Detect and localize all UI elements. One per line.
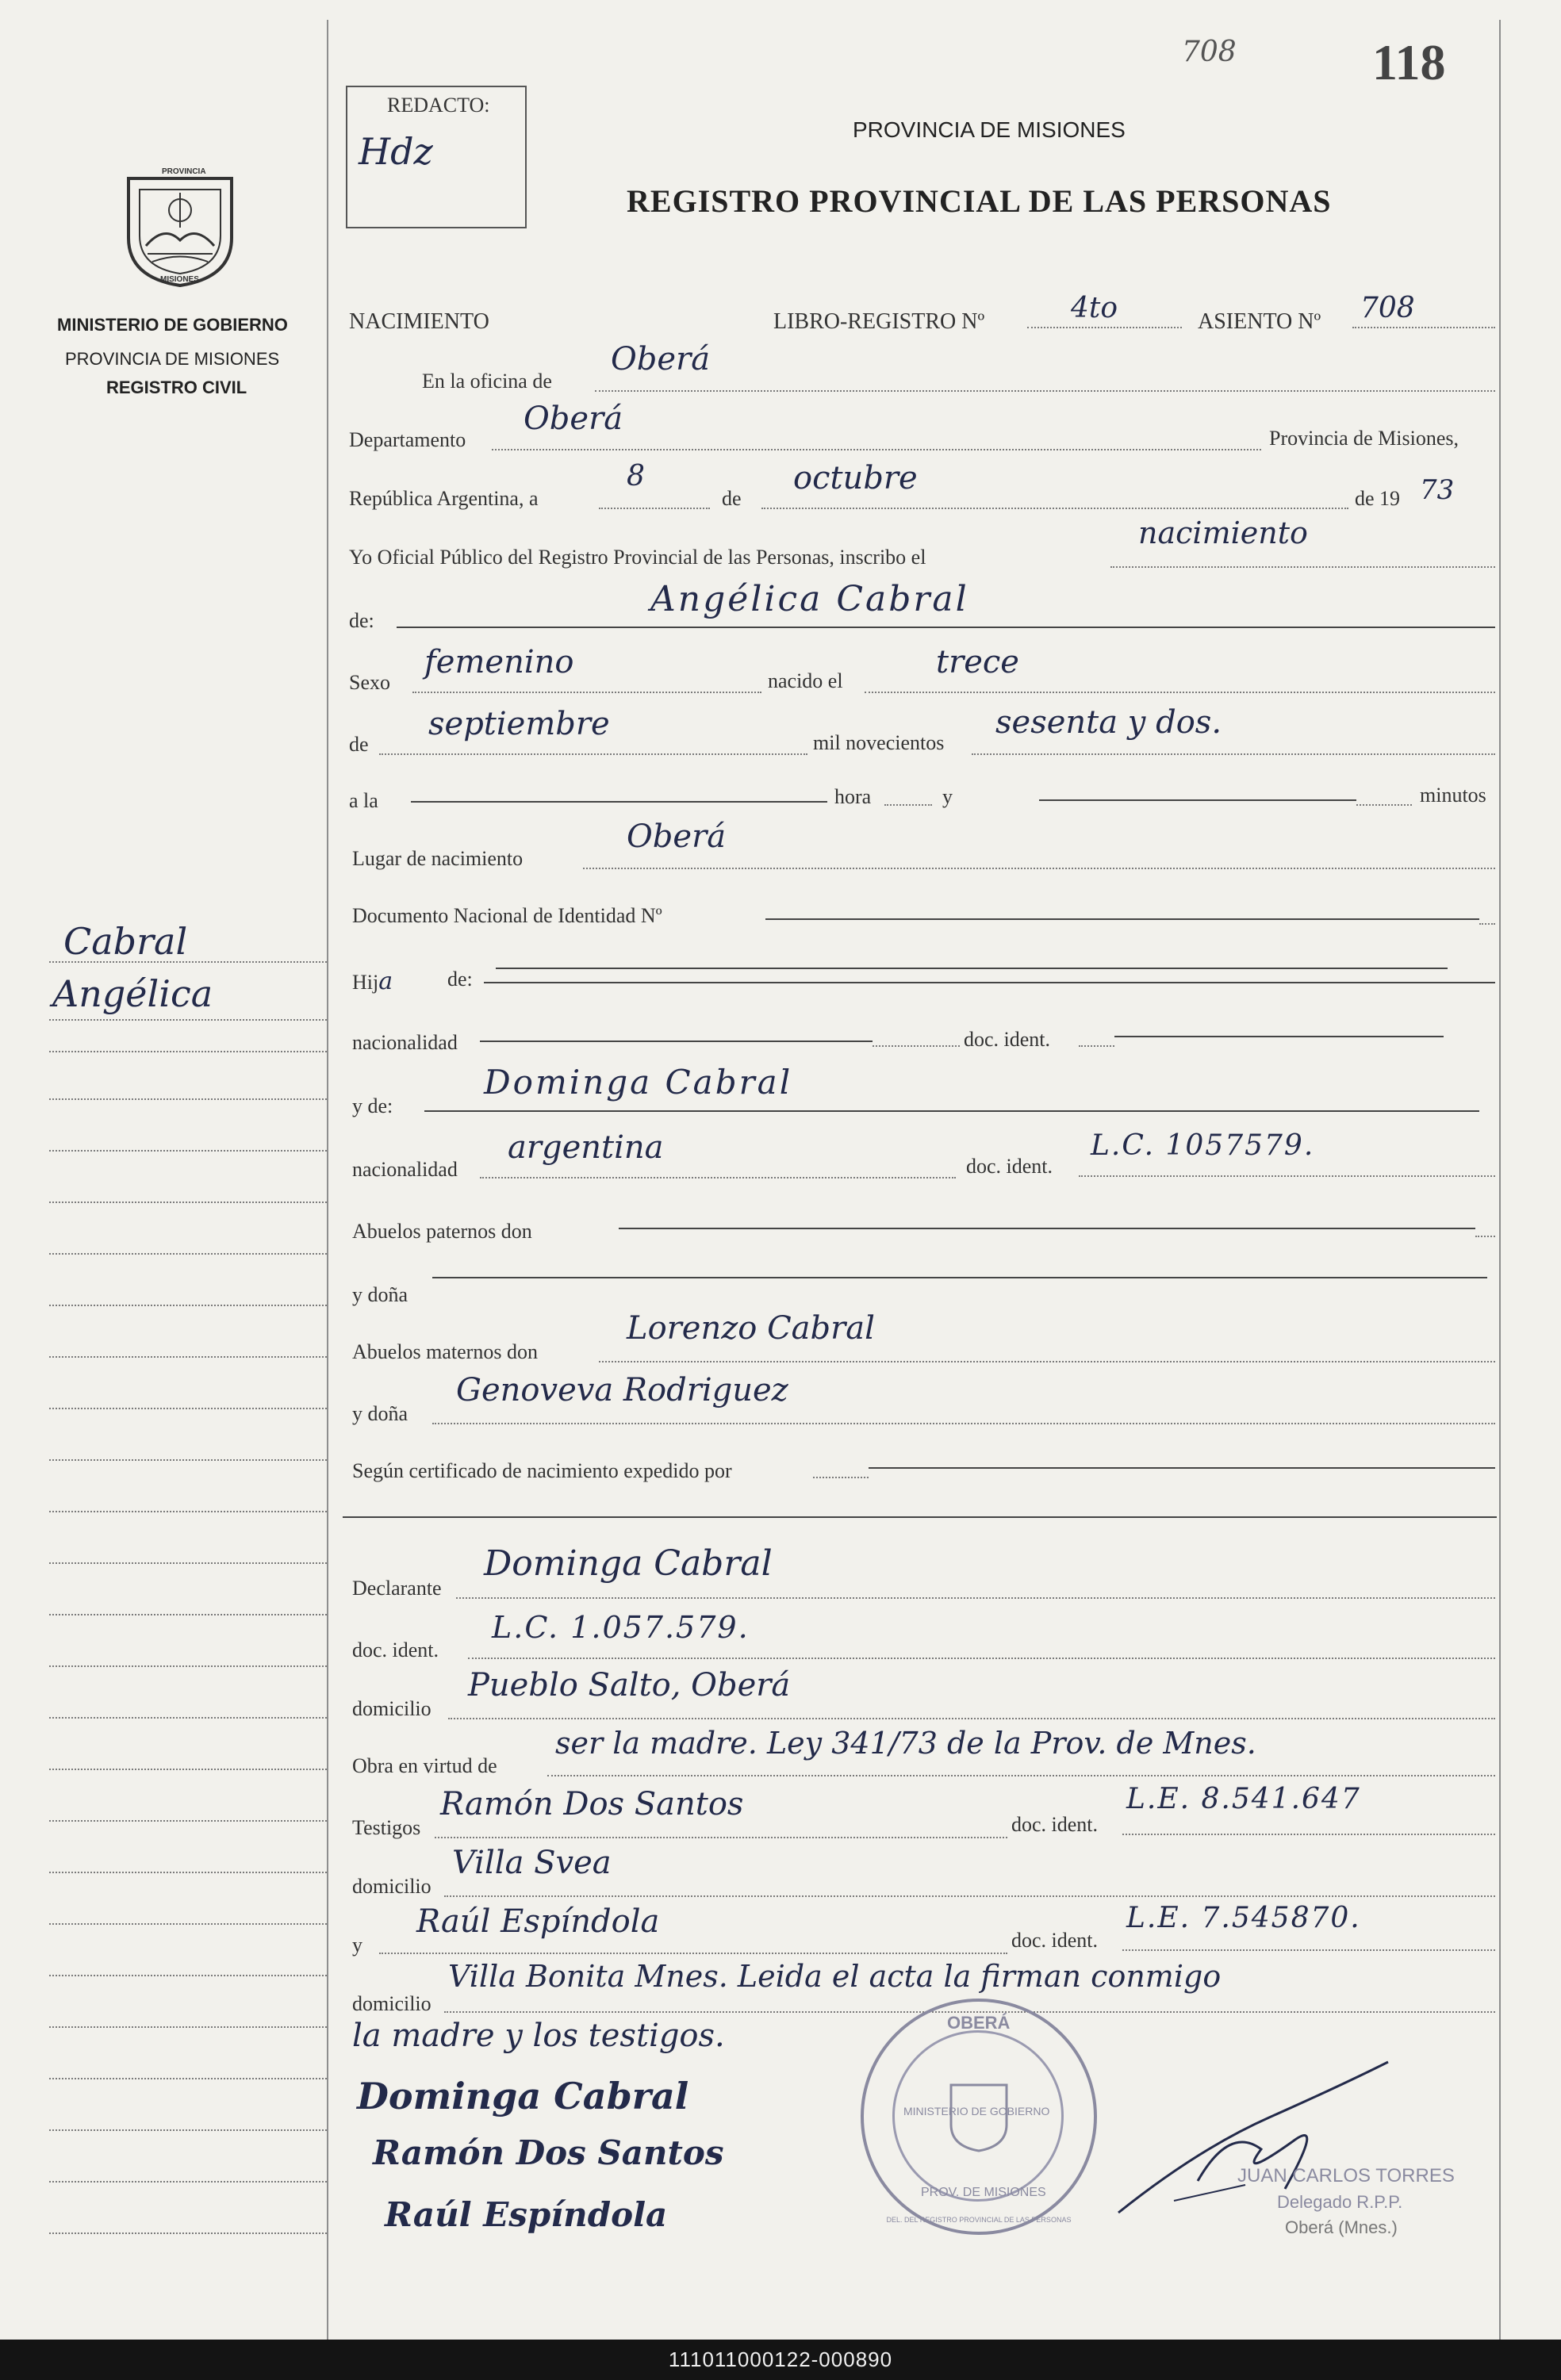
sidebar-office: REGISTRO CIVIL — [106, 378, 247, 397]
margin-line-right — [1499, 20, 1501, 2340]
y2-label: y — [352, 1934, 362, 1957]
registry-stamp — [861, 1999, 1097, 2235]
madre-value: Dominga Cabral — [484, 1063, 793, 1102]
docident5-value: L.E. 7.545870. — [1126, 1902, 1361, 1934]
de2-label: de: — [349, 609, 374, 632]
minutos-label: minutos — [1420, 784, 1486, 807]
docident2-value: L.C. 1057579. — [1091, 1129, 1315, 1162]
docident1-label: doc. ident. — [964, 1028, 1051, 1051]
nombre-value: Angélica Cabral — [650, 579, 969, 619]
libro-value: 4to — [1071, 292, 1118, 324]
testigo2-value: Raúl Espíndola — [416, 1903, 660, 1940]
sidebar-province: PROVINCIA DE MISIONES — [65, 349, 280, 369]
stamp-inner-text: MINISTERIO DE GOBIERNO — [903, 2105, 1050, 2117]
seal-top-text: PROVINCIA — [162, 167, 206, 176]
y-label: y — [942, 785, 953, 808]
abuela-mat-value: Genoveva Rodriguez — [456, 1372, 788, 1408]
official-place: Oberá (Mnes.) — [1285, 2217, 1398, 2237]
domicilio3-value: Villa Bonita Mnes. Leida el acta la firman conmigo — [448, 1959, 1222, 1994]
domicilio1-label: domicilio — [352, 1697, 431, 1720]
stamp-bottom-text: PROV. DE MISIONES — [921, 2186, 1046, 2199]
sexo-label: Sexo — [349, 671, 390, 694]
sexo-value: femenino — [424, 644, 574, 680]
declarante-value: Dominga Cabral — [484, 1543, 773, 1584]
redacto-box — [346, 86, 527, 228]
hijo-de-label: de: — [447, 968, 473, 991]
domicilio2-value: Villa Svea — [452, 1845, 612, 1881]
docident4-label: doc. ident. — [1011, 1813, 1099, 1836]
declarante-label: Declarante — [352, 1577, 442, 1600]
signature-testigo2: Raúl Espíndola — [385, 2195, 668, 2234]
hora-label: hora — [834, 785, 872, 808]
coat-of-arms-icon — [121, 163, 240, 289]
margin-line-left — [327, 20, 328, 2340]
anio-prefix: de 19 — [1355, 487, 1401, 510]
mes-nac-value: septiembre — [428, 706, 610, 742]
official-name: JUAN CARLOS TORRES — [1237, 2165, 1455, 2186]
nacido-value: trece — [936, 644, 1019, 680]
docident5-label: doc. ident. — [1011, 1929, 1099, 1952]
provincia-suffix: Provincia de Misiones, — [1269, 427, 1459, 450]
nacido-label: nacido el — [768, 669, 843, 692]
asiento-value: 708 — [1360, 292, 1415, 324]
sidebar-ministry: MINISTERIO DE GOBIERNO — [57, 315, 288, 335]
asiento-label: ASIENTO Nº — [1198, 309, 1321, 334]
libro-label: LIBRO-REGISTRO Nº — [773, 309, 985, 334]
de3-label: de — [349, 733, 369, 756]
header-title: REGISTRO PROVINCIAL DE LAS PERSONAS — [627, 183, 1332, 219]
ydona2-label: y doña — [352, 1402, 408, 1425]
domicilio1-value: Pueblo Salto, Oberá — [468, 1667, 791, 1704]
seal-bottom-text: MISIONES — [160, 275, 199, 284]
mil-value: sesenta y dos. — [995, 704, 1222, 741]
coat-of-arms-seal — [121, 163, 240, 289]
ala-label: a la — [349, 789, 378, 812]
redacto-label: REDACTO: — [387, 94, 490, 117]
nacionalidad2-value: argentina — [508, 1129, 664, 1166]
republica-label: República Argentina, a — [349, 487, 539, 510]
docident3-label: doc. ident. — [352, 1638, 439, 1661]
abuelos-pat-label: Abuelos paternos don — [352, 1220, 532, 1243]
hijo-label: Hija — [352, 968, 393, 995]
inscribo-label: Yo Oficial Público del Registro Provincial de las Personas, inscribo el — [349, 546, 926, 569]
signature-declarante: Dominga Cabral — [357, 2075, 689, 2117]
anio-value: 73 — [1420, 474, 1455, 506]
sidebar-given-name: Angélica — [52, 972, 213, 1015]
lugar-label: Lugar de nacimiento — [352, 847, 524, 870]
docident4-value: L.E. 8.541.647 — [1126, 1783, 1361, 1815]
departamento-value: Oberá — [524, 400, 623, 437]
redacto-value: Hdz — [359, 130, 433, 173]
stamp-ring-text: DEL. DEL REGISTRO PROVINCIAL DE LAS PERSONAS — [886, 2216, 1072, 2224]
nacionalidad1-label: nacionalidad — [352, 1031, 458, 1054]
mes-value: octubre — [793, 460, 918, 496]
stamp-shield-icon — [947, 2081, 1011, 2152]
corner-handwritten-number: 708 — [1182, 36, 1237, 68]
corner-printed-number: 118 — [1372, 34, 1446, 90]
header-province: PROVINCIA DE MISIONES — [853, 117, 1126, 142]
inscribo-value: nacimiento — [1138, 515, 1308, 550]
domicilio3-label: domicilio — [352, 1992, 431, 2015]
de-label: de — [722, 487, 742, 510]
nacionalidad2-label: nacionalidad — [352, 1158, 458, 1181]
dia-value: 8 — [627, 460, 645, 492]
signature-testigo1: Ramón Dos Santos — [373, 2133, 724, 2172]
mil-label: mil novecientos — [813, 731, 945, 754]
yde-label: y de: — [352, 1094, 393, 1117]
departamento-label: Departamento — [349, 428, 466, 451]
archive-code: 111011000122-000890 — [0, 2340, 1561, 2380]
hijo-suffix: a — [378, 968, 393, 995]
lugar-value: Oberá — [627, 818, 727, 855]
dni-label: Documento Nacional de Identidad Nº — [352, 904, 662, 927]
testigo1-value: Ramón Dos Santos — [440, 1786, 744, 1822]
segun-label: Según certificado de nacimiento expedido por — [352, 1459, 732, 1482]
testigos-label: Testigos — [352, 1816, 421, 1839]
abuelos-mat-label: Abuelos maternos don — [352, 1340, 538, 1363]
ydona1-label: y doña — [352, 1283, 408, 1306]
obra-value: ser la madre. Ley 341/73 de la Prov. de Mnes. — [555, 1726, 1256, 1761]
abuelo-mat-value: Lorenzo Cabral — [627, 1310, 875, 1347]
oficina-label: En la oficina de — [422, 370, 552, 393]
docident3-value: L.C. 1.057.579. — [492, 1610, 750, 1645]
continuation-value: la madre y los testigos. — [352, 2018, 725, 2054]
record-type: NACIMIENTO — [349, 309, 489, 334]
docident2-label: doc. ident. — [966, 1155, 1053, 1178]
stamp-top-text: OBERÁ — [947, 2013, 1011, 2033]
oficina-value: Oberá — [611, 341, 711, 378]
obra-label: Obra en virtud de — [352, 1754, 497, 1777]
official-title: Delegado R.P.P. — [1277, 2192, 1403, 2212]
sidebar-surname: Cabral — [63, 920, 188, 963]
domicilio2-label: domicilio — [352, 1875, 431, 1898]
